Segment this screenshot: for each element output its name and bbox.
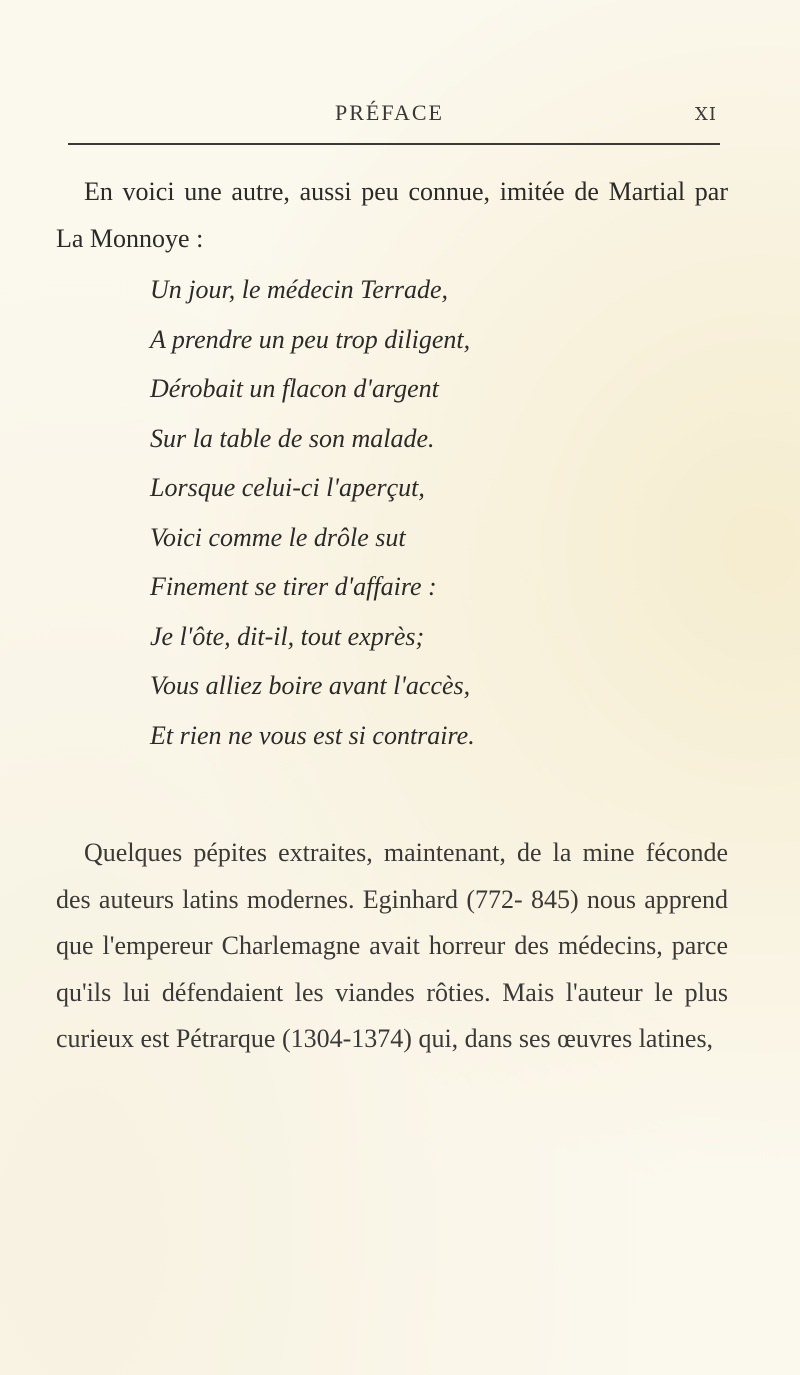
intro-line: Martial par La Monnoye :	[56, 177, 728, 253]
body-line: les viandes rôties. Mais l'auteur le plus curieux est	[56, 977, 728, 1053]
poem-verse: Un jour, le médecin Terrade,	[150, 275, 449, 304]
poem-verse: Voici comme le drôle sut	[150, 522, 406, 552]
poem-verse: Vous alliez boire avant l'accès,	[150, 671, 471, 700]
running-title: PRÉFACE	[335, 100, 444, 125]
poem-verse: Et rien ne vous est si contraire.	[150, 720, 475, 750]
poem-verse: Lorsque celui-ci l'aperçut,	[150, 473, 425, 502]
body-line: horreur des médecins, parce qu'ils lui défendaient	[56, 931, 728, 1007]
header-rule	[68, 143, 720, 145]
body-line: Quelques pépites extraites, maintenant, de la mine	[84, 838, 635, 867]
intro-paragraph	[56, 168, 728, 262]
body-paragraph	[56, 830, 728, 1063]
poem-verse: Finement se tirer d'affaire :	[150, 572, 437, 601]
poem-verse: Dérobait un flacon d'argent	[150, 374, 439, 403]
page-header	[0, 96, 800, 136]
body-line: féconde des auteurs latins modernes. Eginhard (772-	[56, 838, 729, 914]
intro-line: En voici une autre, aussi peu connue, imitée de	[84, 177, 599, 206]
poem-verse: Sur la table de son malade.	[150, 423, 435, 453]
poem	[150, 265, 710, 760]
poem-verse: A prendre un peu trop diligent,	[150, 324, 471, 354]
poem-verse: Je l'ôte, dit-il, tout exprès;	[150, 621, 425, 651]
body-line: 845) nous apprend que l'empereur Charlemagne avait	[56, 884, 729, 960]
body-line: Pétrarque (1304-1374) qui, dans ses œuvres latines,	[175, 1024, 714, 1053]
page-number: XI	[695, 104, 717, 125]
